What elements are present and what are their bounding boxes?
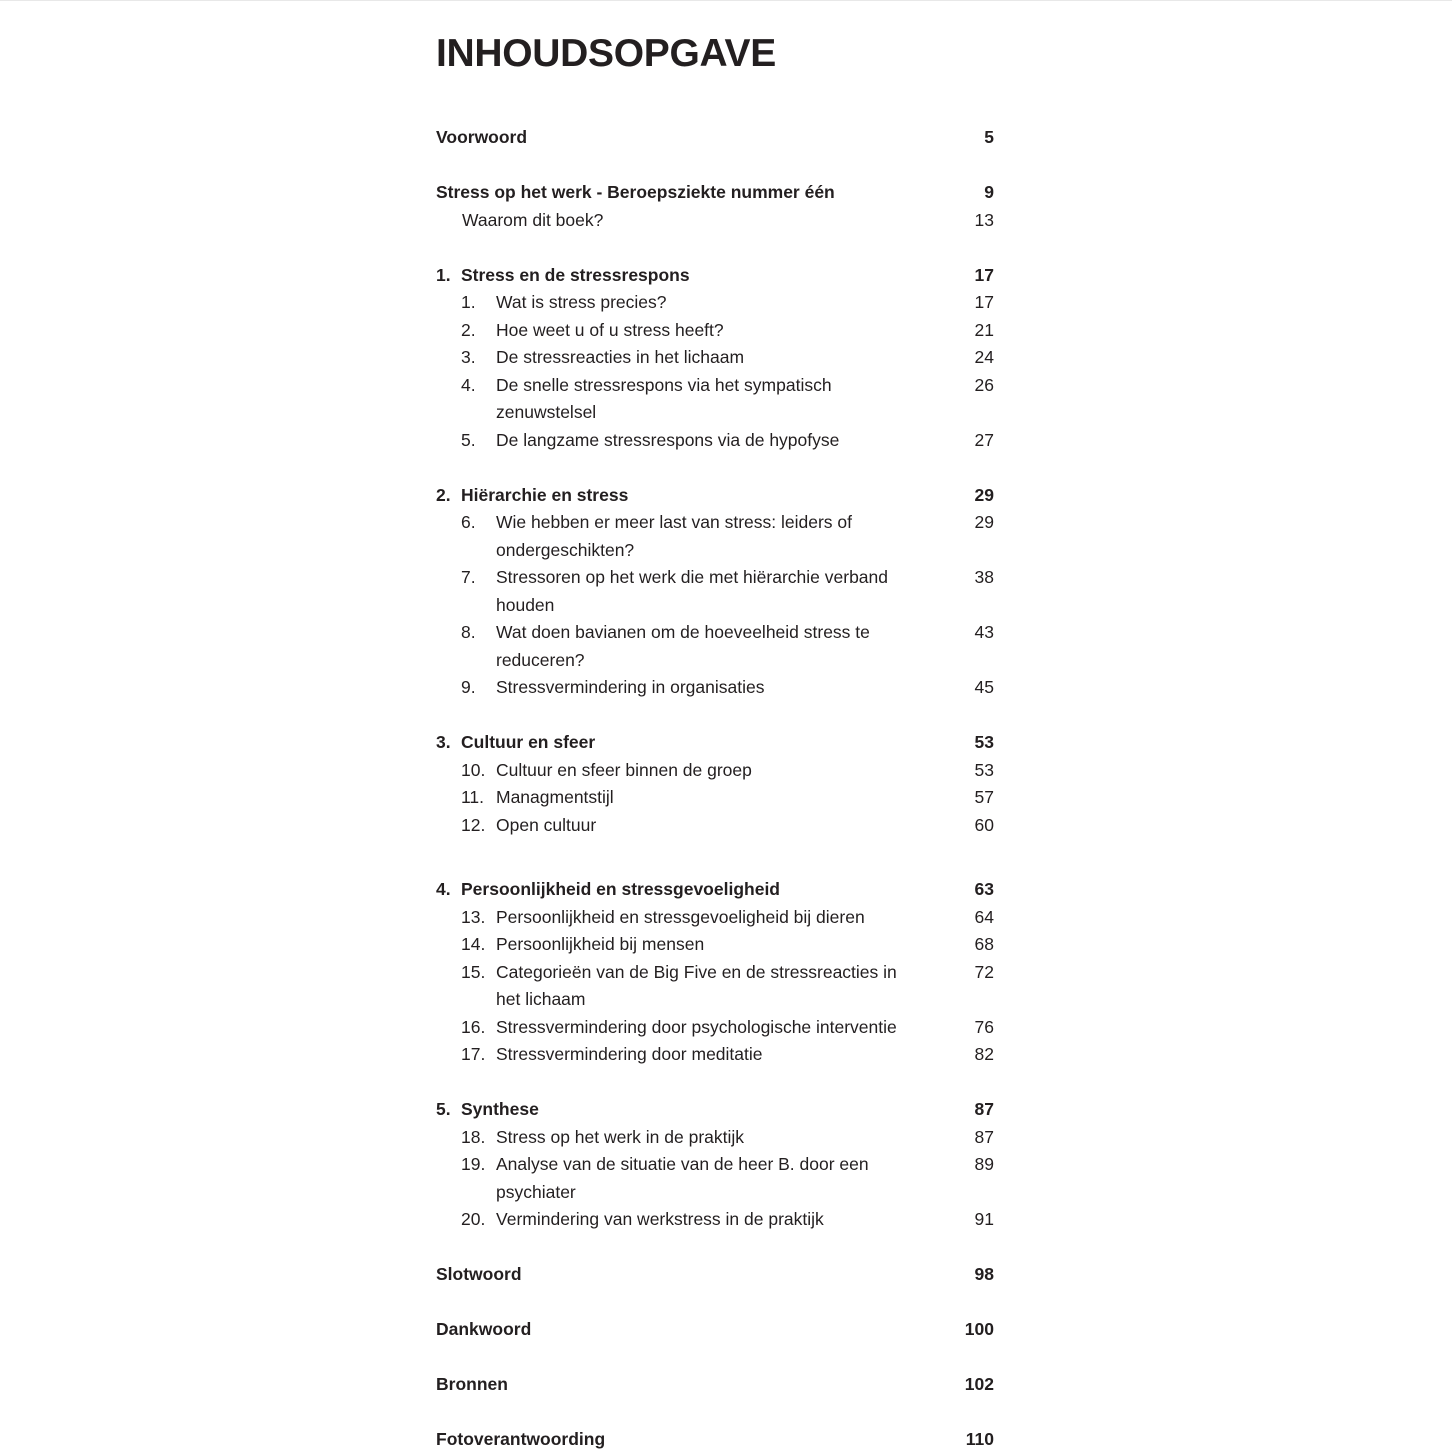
toc-entry-number: 9. (461, 677, 476, 697)
toc-subentry[interactable] (436, 812, 994, 840)
toc-entry-title: Voorwoord (436, 127, 528, 147)
toc-subentry[interactable] (436, 1151, 994, 1206)
toc-page-number: 26 (974, 374, 994, 395)
toc-subentry[interactable] (436, 317, 994, 345)
toc-subentry[interactable] (436, 564, 994, 619)
toc-entry-title: Waarom dit boek? (462, 209, 604, 230)
toc-entry-title: Open cultuur (496, 814, 597, 835)
toc-entry-title: Dankwoord (436, 1319, 532, 1339)
toc-subentry[interactable] (436, 674, 994, 702)
toc-page-number: 76 (974, 1016, 994, 1037)
toc-entry-title: Persoonlijkheid en stressgevoeligheid bij dieren (496, 906, 865, 927)
toc-entry-number: 17. (461, 1044, 486, 1064)
toc-spacer (436, 152, 994, 180)
toc-page-number: 89 (974, 1154, 994, 1174)
toc-entry-title: Cultuur en sfeer binnen de groep (496, 759, 752, 780)
toc-entry-title: Categorieën van de Big Five en de stressreacties in het lichaam (496, 961, 897, 1009)
toc-page-number: 29 (974, 512, 994, 532)
toc-page-number: 64 (974, 906, 994, 927)
toc-subentry[interactable] (436, 372, 994, 427)
toc-subentry[interactable] (436, 207, 994, 235)
toc-entry-title: Stressvermindering in organisaties (496, 677, 765, 697)
toc-entry-number: 3. (461, 347, 476, 367)
toc-entry-number: 6. (461, 512, 476, 532)
toc-spacer (436, 454, 994, 482)
toc-entry-title: Stressvermindering door psychologische interventie (496, 1016, 897, 1037)
toc-page-number: 38 (974, 567, 994, 587)
toc-entry-number: 11. (461, 787, 485, 807)
toc-subentry[interactable] (436, 757, 994, 785)
toc-page-number: 9 (984, 182, 994, 202)
toc-spacer (436, 839, 994, 876)
toc-entry-title: Hoe weet u of u stress heeft? (496, 319, 724, 340)
toc-entry-number: 10. (461, 759, 486, 780)
toc-page-number: 53 (974, 759, 994, 780)
toc-entry-title: Stressoren op het werk die met hiërarchie verband houden (496, 567, 889, 615)
toc-entry-number: 5. (461, 429, 476, 450)
toc-entry-title: Managmentstijl (496, 787, 614, 807)
toc-chapter[interactable] (436, 876, 994, 904)
toc-entry-title: De snelle stressrespons via het sympatisch zenuwstelsel (496, 374, 832, 422)
toc-chapter[interactable] (436, 729, 994, 757)
toc-page (436, 30, 994, 1454)
toc-subentry[interactable] (436, 289, 994, 317)
toc-entry-title: De langzame stressrespons via de hypofyse (496, 429, 840, 450)
toc-entry[interactable] (436, 179, 994, 207)
toc-entry-title: Stress op het werk in de praktijk (496, 1126, 745, 1147)
toc-page-number: 24 (974, 347, 994, 367)
toc-entry-title: Persoonlijkheid en stressgevoeligheid (461, 879, 780, 899)
toc-entry-title: Fotoverantwoording (436, 1429, 606, 1449)
toc-subentry[interactable] (436, 619, 994, 674)
toc-page-number: 53 (974, 732, 994, 752)
toc-entry-title: Wat is stress precies? (496, 292, 667, 312)
toc-entry-number: 14. (461, 934, 486, 954)
toc-entry-number: 5. (436, 1099, 451, 1119)
toc-subentry[interactable] (436, 1124, 994, 1152)
toc-entry-number: 2. (436, 484, 451, 505)
toc-entry[interactable] (436, 1426, 994, 1454)
table-of-contents (436, 124, 994, 1454)
toc-subentry[interactable] (436, 1014, 994, 1042)
toc-entry-number: 18. (461, 1126, 486, 1147)
toc-entry[interactable] (436, 124, 994, 152)
toc-page-number: 87 (974, 1099, 994, 1119)
toc-spacer (436, 1234, 994, 1262)
toc-entry-title: De stressreacties in het lichaam (496, 347, 745, 367)
toc-entry-title: Stress op het werk - Beroepsziekte nummer één (436, 182, 835, 202)
toc-entry-number: 15. (461, 961, 486, 982)
toc-entry-title: Persoonlijkheid bij mensen (496, 934, 705, 954)
toc-page-number: 17 (974, 292, 994, 312)
toc-page-number: 110 (965, 1429, 994, 1449)
toc-spacer (436, 1399, 994, 1427)
toc-entry-title: Stressvermindering door meditatie (496, 1044, 763, 1064)
toc-entry-number: 2. (461, 319, 476, 340)
toc-page-number: 82 (974, 1044, 994, 1064)
toc-spacer (436, 1069, 994, 1097)
toc-page-number: 5 (984, 127, 994, 147)
toc-entry-title: Stress en de stressrespons (461, 264, 690, 285)
toc-page-number: 57 (974, 787, 994, 807)
toc-entry[interactable] (436, 1371, 994, 1399)
toc-chapter[interactable] (436, 262, 994, 290)
toc-spacer (436, 1289, 994, 1317)
toc-subentry[interactable] (436, 784, 994, 812)
page-title: INHOUDSOPGAVE (436, 32, 776, 75)
toc-spacer (436, 234, 994, 262)
toc-subentry[interactable] (436, 509, 994, 564)
toc-entry[interactable] (436, 1261, 994, 1289)
toc-page-number: 100 (964, 1319, 994, 1339)
toc-subentry[interactable] (436, 427, 994, 455)
toc-entry-number: 1. (461, 292, 476, 312)
toc-subentry[interactable] (436, 344, 994, 372)
toc-entry-number: 19. (461, 1154, 486, 1174)
toc-page-number: 45 (974, 677, 994, 697)
toc-entry-title: Synthese (461, 1099, 539, 1119)
toc-subentry[interactable] (436, 931, 994, 959)
toc-entry-number: 8. (461, 622, 476, 642)
toc-page-number: 21 (974, 319, 994, 340)
page-top-edge (0, 0, 1452, 1)
toc-entry-number: 16. (461, 1016, 486, 1037)
toc-entry-number: 4. (461, 374, 476, 395)
toc-entry-title: Cultuur en sfeer (461, 732, 596, 752)
toc-subentry[interactable] (436, 1206, 994, 1234)
toc-page-number: 63 (974, 879, 994, 899)
toc-entry-title: Wie hebben er meer last van stress: leiders of ondergeschikten? (496, 512, 852, 560)
toc-spacer (436, 702, 994, 730)
toc-entry-title: Analyse van de situatie van de heer B. door een psychiater (496, 1154, 869, 1202)
toc-entry-title: Wat doen bavianen om de hoeveelheid stress te reduceren? (496, 622, 870, 670)
toc-subentry[interactable] (436, 1041, 994, 1069)
toc-page-number: 27 (974, 429, 994, 450)
toc-entry-number: 3. (436, 732, 451, 752)
toc-page-number: 13 (974, 209, 994, 230)
toc-page-number: 91 (974, 1209, 994, 1229)
toc-entry-number: 12. (461, 814, 486, 835)
toc-chapter[interactable] (436, 482, 994, 510)
toc-page-number: 102 (964, 1374, 994, 1394)
toc-entry-title: Hiërarchie en stress (461, 484, 629, 505)
toc-page-number: 68 (974, 934, 994, 954)
toc-entry-number: 20. (461, 1209, 486, 1229)
toc-entry-title: Slotwoord (436, 1264, 522, 1284)
toc-entry[interactable] (436, 1316, 994, 1344)
toc-page-number: 98 (974, 1264, 994, 1284)
toc-page-number: 72 (974, 961, 994, 982)
toc-entry-number: 4. (436, 879, 451, 899)
toc-subentry[interactable] (436, 959, 994, 1014)
toc-page-number: 17 (974, 264, 994, 285)
toc-page-number: 29 (974, 484, 994, 505)
toc-spacer (436, 1344, 994, 1372)
toc-entry-title: Vermindering van werkstress in de praktijk (496, 1209, 824, 1229)
toc-subentry[interactable] (436, 904, 994, 932)
toc-entry-title: Bronnen (436, 1374, 508, 1394)
toc-entry-number: 7. (461, 567, 476, 587)
toc-chapter[interactable] (436, 1096, 994, 1124)
toc-entry-number: 1. (436, 264, 451, 285)
toc-entry-number: 13. (461, 906, 486, 927)
toc-page-number: 60 (974, 814, 994, 835)
toc-page-number: 43 (974, 622, 994, 642)
toc-page-number: 87 (974, 1126, 994, 1147)
